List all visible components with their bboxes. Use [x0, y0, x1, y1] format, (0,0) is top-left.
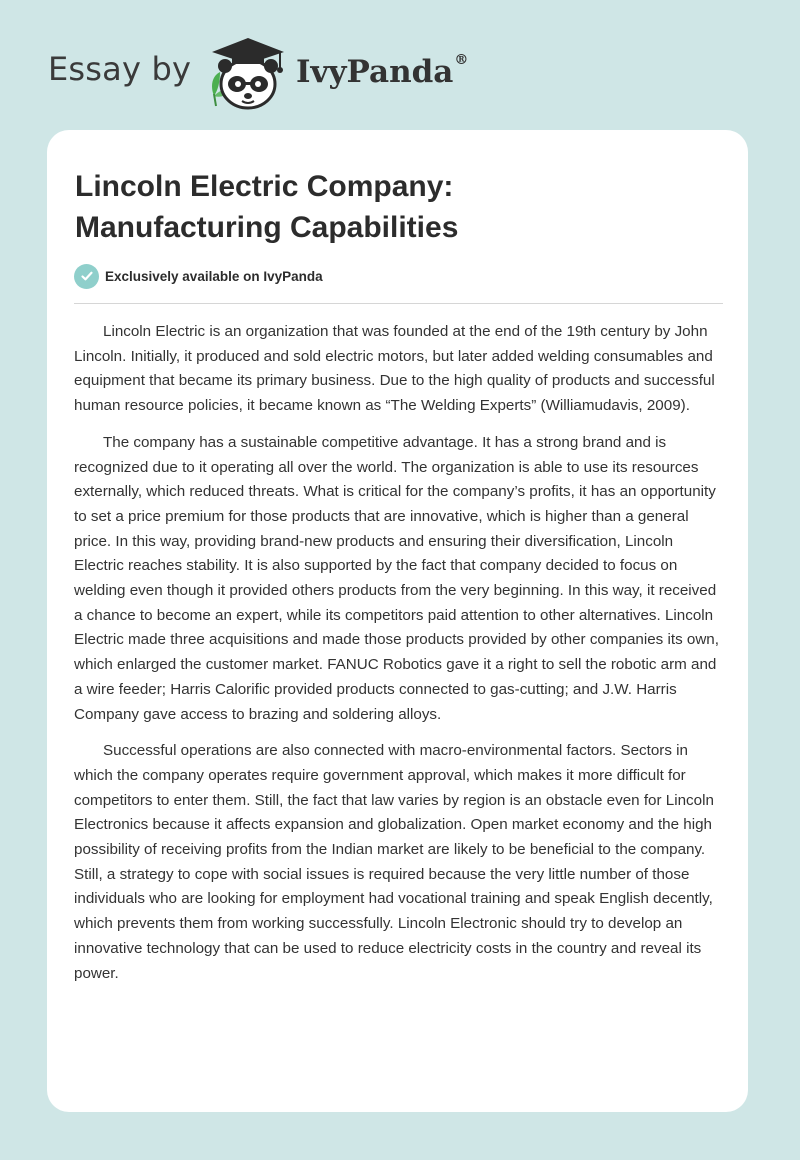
paragraph-2: The company has a sustainable competitive advantage. It has a strong brand and is recognized due to it operating all over the world. The organization is able to use its resources externally, which reduced threats. What is critical for the company’s profits, it has an opportunity to set a price premium for those products that are innovative, which is higher than a general price. In this way, providing brand-new products and ensuring their diversification, Lincoln Electric reaches stability. It is also supported by the fact that company decided to focus on welding even though it provided others products from the very beginning. In this way, it received a chance to become an expert, while its competitors paid attention to other alternatives. Lincoln Electric made three acquisitions and made those products provided by other companies its own, which enlarged the customer market. FANUC Robotics gave it a right to sell the robotic arm and a wire feeder; Harris Calorific provided products connected to gas-cutting; and J.W. Harris Company gave access to brazing and soldering alloys. — [74, 433, 719, 723]
panda-graduate-logo-icon[interactable] — [200, 34, 292, 110]
site-header — [0, 0, 800, 130]
brand-name[interactable] — [296, 54, 468, 90]
checkmark-circle-icon — [74, 264, 99, 289]
article-card — [47, 130, 748, 1112]
registered-mark: ® — [454, 52, 469, 68]
divider — [74, 303, 723, 304]
page-title-line-2: Manufacturing Capabilities — [75, 211, 459, 244]
exclusive-badge-label: Exclusively available on IvyPanda — [105, 268, 323, 284]
essay-by-label: Essay by — [48, 50, 192, 88]
page-title — [75, 166, 715, 248]
page-title-line-1: Lincoln Electric Company: — [75, 170, 454, 203]
paragraph-3: Successful operations are also connected with macro-environmental factors. Sectors in which the company operates require government approval, which makes it more difficult for competitors to enter them. Still, the fact that law varies by region is an obstacle even for Lincoln Electronics because it affects expansion and globalization. Open market economy and the high possibility of receiving profits from the Indian market are likely to be beneficial to the company. Still, a strategy to cope with social issues is required because the very little number of those individuals who are looking for employment had vocational training and speak English decently, which prevents them from working successfully. Lincoln Electronic should try to develop an innovative technology that can be used to reduce electricity costs in the country and reveal its power. — [74, 742, 714, 982]
article-body — [74, 320, 724, 998]
paragraph-1: Lincoln Electric is an organization that was founded at the end of the 19th century by John Lincoln. Initially, it produced and sold electric motors, but later added welding consumables and equipment that became its primary business. Due to the high quality of products and successful human resource policies, it became known as “The Welding Experts” (Williamudavis, 2009). — [74, 323, 715, 415]
brand-name-text: IvyPanda — [296, 54, 454, 90]
exclusive-badge — [74, 263, 323, 289]
